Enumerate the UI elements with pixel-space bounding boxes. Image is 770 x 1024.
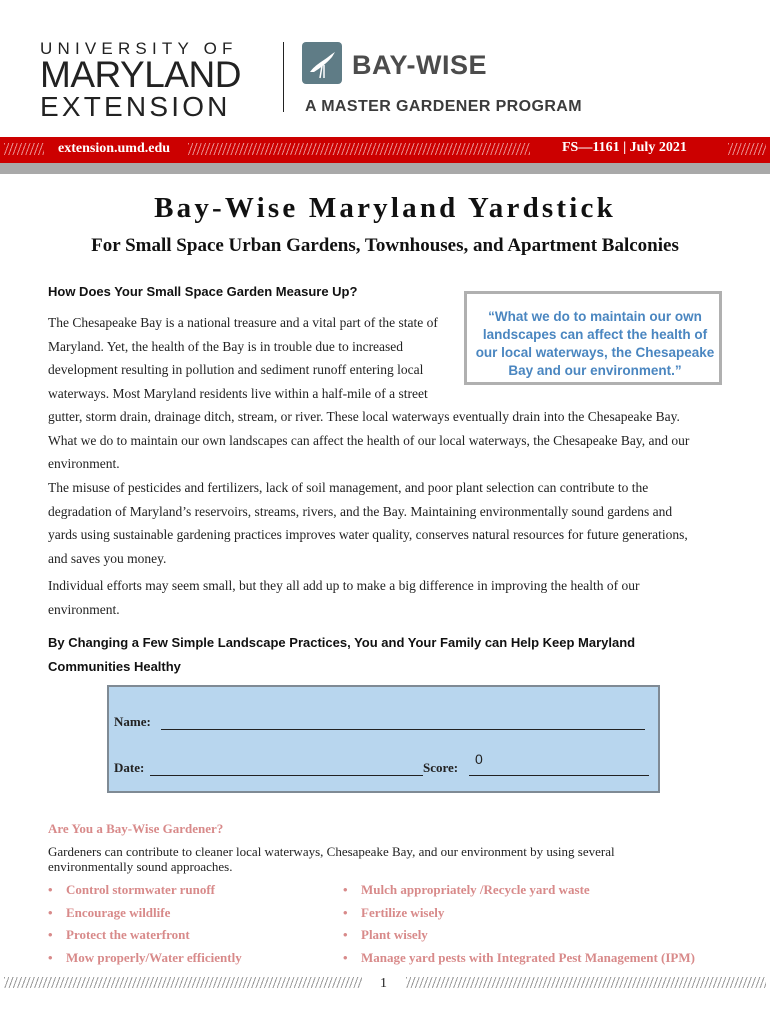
- logo-line-extension: EXTENSION: [40, 91, 231, 122]
- practices-list-right: [343, 882, 763, 972]
- score-value: 0: [475, 751, 483, 767]
- misuse-line: The misuse of pesticides and fertilizers, lack of soil management, and poor plant selection can contribute to the: [48, 480, 649, 495]
- quote-line: Bay and our environment.”: [508, 363, 682, 378]
- gardener-intro-line: Gardeners can contribute to cleaner local waterways, Chesapeake Bay, and our environment by using several: [48, 844, 615, 859]
- bullet: •: [343, 927, 348, 942]
- bullet: •: [343, 882, 348, 897]
- logo-divider: [283, 42, 284, 112]
- practice-label: Plant wisely: [361, 927, 428, 942]
- footer-hatch-right: [406, 977, 766, 988]
- intro-line: environment.: [48, 456, 120, 471]
- bullet: •: [343, 905, 348, 920]
- heron-icon: [302, 42, 342, 84]
- date-label: Date:: [114, 760, 145, 775]
- footer-hatch-left: [4, 977, 362, 988]
- band-hatch-left: [4, 143, 44, 155]
- bullet: •: [48, 905, 53, 920]
- name-field[interactable]: [161, 729, 645, 730]
- gardener-intro-line: environmentally sound approaches.: [48, 859, 233, 874]
- bullet: •: [48, 950, 53, 965]
- practice-label: Fertilize wisely: [361, 905, 445, 920]
- bullet: •: [48, 927, 53, 942]
- list-item: [343, 882, 590, 898]
- misuse-line: degradation of Maryland’s reservoirs, streams, rivers, and the Bay. Maintaining environmentally sound gardens and: [48, 503, 673, 519]
- bullet: •: [48, 882, 53, 897]
- logo-line-maryland: MARYLAND: [40, 54, 241, 95]
- practice-label: Mulch appropriately /Recycle yard waste: [361, 882, 590, 897]
- misuse-paragraph: [48, 476, 748, 570]
- section-heading-practices: [48, 631, 635, 679]
- practice-label: Manage yard pests with Integrated Pest Management (IPM): [361, 950, 695, 965]
- practice-label: Protect the waterfront: [66, 927, 190, 942]
- intro-line: development resulting in pollution and sediment runoff entering local: [48, 362, 424, 377]
- page-subtitle: For Small Space Urban Gardens, Townhouses, and Apartment Balconies: [91, 235, 679, 256]
- practice-label: Control stormwater runoff: [66, 882, 215, 897]
- page-title: Bay-Wise Maryland Yardstick: [154, 192, 616, 224]
- list-item: [48, 882, 215, 898]
- logo-line-university: UNIVERSITY OF: [40, 39, 238, 58]
- extension-url-link[interactable]: extension.umd.edu: [58, 141, 171, 156]
- gardener-intro: [48, 844, 615, 874]
- practices-list-left: [48, 882, 328, 972]
- pull-quote: [471, 308, 719, 380]
- name-label: Name:: [114, 714, 151, 729]
- efforts-paragraph: [48, 574, 748, 621]
- quote-line: “What we do to maintain our own: [488, 309, 702, 324]
- gardener-heading: Are You a Bay-Wise Gardener?: [48, 821, 224, 836]
- practices-heading-line: By Changing a Few Simple Landscape Practices, You and Your Family can Help Keep Maryland: [48, 635, 636, 650]
- baywise-logo-name: BAY-WISE: [352, 50, 488, 80]
- score-form: [107, 685, 660, 793]
- intro-line: gutter, storm drain, drainage ditch, stream, or river. These local waterways eventually drain into the Chesapeake Bay.: [48, 409, 680, 424]
- intro-line: What we do to maintain our own landscapes can affect the health of our local waterways, the Chesapeake Bay, and our: [48, 432, 690, 448]
- umd-extension-logo: [40, 40, 265, 122]
- page-number: 1: [380, 976, 387, 991]
- efforts-line: environment.: [48, 601, 120, 617]
- band-hatch-middle: [188, 143, 530, 155]
- header-band: [0, 137, 770, 163]
- list-item: [48, 905, 170, 921]
- practice-label: Encourage wildlife: [66, 905, 171, 920]
- pull-quote-box: [464, 291, 722, 385]
- section-heading-measure: How Does Your Small Space Garden Measure Up?: [48, 284, 358, 299]
- misuse-line: and saves you money.: [48, 550, 167, 566]
- list-item: [343, 950, 695, 966]
- baywise-logo-tagline: A MASTER GARDENER PROGRAM: [305, 98, 582, 115]
- list-item: [343, 927, 428, 943]
- quote-line: our local waterways, the Chesapeake: [475, 345, 715, 360]
- band-hatch-right: [728, 143, 766, 155]
- list-item: [48, 927, 190, 943]
- fact-sheet-number: FS—1161 | July 2021: [562, 140, 687, 155]
- bullet: •: [343, 950, 348, 965]
- intro-line: Maryland. Yet, the health of the Bay is in trouble due to increased: [48, 338, 404, 354]
- header-gray-band: [0, 163, 770, 174]
- score-label: Score:: [423, 760, 459, 775]
- intro-line: waterways. Most Maryland residents live within a half-mile of a street: [48, 385, 428, 401]
- intro-line: The Chesapeake Bay is a national treasure and a vital part of the state of: [48, 315, 438, 330]
- misuse-line: yards using sustainable gardening practices improves water quality, conserves natural resources for future generations,: [48, 527, 688, 542]
- list-item: [343, 905, 444, 921]
- efforts-line: Individual efforts may seem small, but they all add up to make a big difference in improving the health of our: [48, 578, 640, 593]
- practice-label: Mow properly/Water efficiently: [66, 950, 242, 965]
- quote-line: landscapes can affect the health of: [482, 327, 708, 342]
- practices-heading-line: Communities Healthy: [48, 659, 181, 674]
- list-item: [48, 950, 242, 966]
- date-field[interactable]: [150, 775, 423, 776]
- score-field[interactable]: [469, 775, 649, 776]
